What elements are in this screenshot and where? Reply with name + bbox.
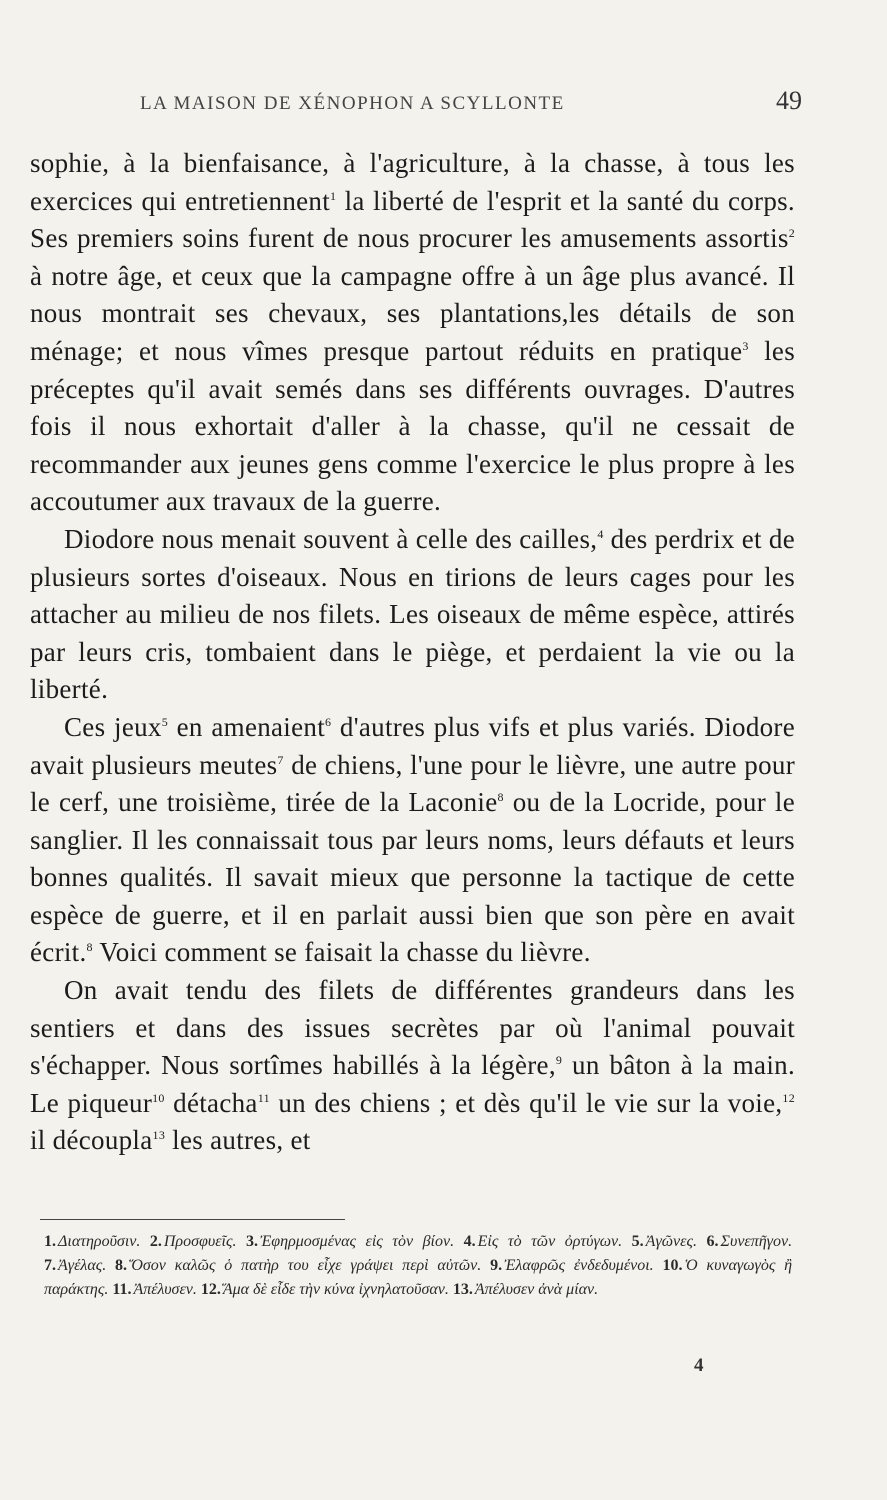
- footnote-text: Ἀπέλυσεν ἀνὰ μίαν.: [474, 1281, 599, 1298]
- footnote-divider: [40, 1219, 345, 1220]
- footnote-text: Προσφυεῖς.: [163, 1233, 237, 1250]
- footnote-ref: 13: [152, 1128, 166, 1143]
- footnote: [201, 1281, 449, 1298]
- text-run: la liberté de l'esprit et la santé du corps. Ses premiers soins furent de nous procurer les amusements assortis: [30, 185, 795, 254]
- paragraph-4: [30, 972, 795, 1160]
- text-run: un bâton à la main. Le piqueur: [30, 1050, 795, 1118]
- footnotes: [44, 1230, 792, 1302]
- footnote-ref: 4: [597, 526, 604, 541]
- footnote-ref: 6: [325, 714, 332, 729]
- footnote-text: Ἐλαφρῶς ἐνδεδυμένοι.: [504, 1257, 654, 1274]
- footnote-ref: 12: [782, 1090, 796, 1105]
- text-run: les autres, et: [165, 1125, 311, 1156]
- footnote-ref: 2: [788, 226, 795, 241]
- footnote-text: Ἀπέλυσεν.: [133, 1281, 197, 1298]
- running-header: [140, 86, 802, 126]
- paragraph-2: [30, 521, 795, 709]
- footnote-ref: 3: [742, 338, 749, 353]
- footnote-number: 7.: [44, 1257, 56, 1274]
- footnote: [44, 1257, 106, 1274]
- footnote-text: Ἐφηρμοσμένας εἰς τὸν βίον.: [259, 1233, 455, 1250]
- footnote-number: 8.: [115, 1257, 127, 1274]
- footnote-ref: 9: [555, 1053, 563, 1068]
- footnote-ref: 8: [497, 790, 504, 805]
- text-run: Diodore nous menait souvent à celle des cailles,: [64, 523, 598, 554]
- footnote-text: Συνεπῆγον.: [720, 1233, 793, 1250]
- text-run: d'autres plus vifs et plus variés. Diodore avait plusieurs meutes: [30, 711, 795, 780]
- main-text: [30, 145, 795, 1160]
- footnote-number: 9.: [490, 1257, 503, 1274]
- footnote: [706, 1233, 792, 1250]
- footnote-text: Διατηροῦσιν.: [58, 1233, 141, 1250]
- footnote-number: 12.: [200, 1281, 221, 1298]
- footnote-number: 1.: [44, 1233, 56, 1250]
- footnote-ref: 10: [152, 1090, 165, 1105]
- footnote: [464, 1233, 623, 1250]
- paragraph-3: [30, 709, 795, 972]
- footnote-text: Ὅσον καλῶς ὁ πατὴρ του εἶχε γράψει περὶ αὐτῶν.: [129, 1257, 482, 1274]
- text-run: sophie, à la bienfaisance, à l'agriculture, à la chasse, à tous les exercices qui entretiennent: [30, 148, 795, 216]
- text-run: des perdrix et de plusieurs sortes d'oiseaux. Nous en tirions de leurs cages pour les attacher au milieu de nos filets. Les oiseaux de même espèce, attirés par leurs cris, tombaient dans le piège, et perdaient la vie ou la liberté.: [30, 523, 795, 705]
- paragraph-1: [30, 145, 795, 521]
- footnote-text: Ὁ κυναγωγὸς ἢ παράκτης.: [44, 1257, 793, 1298]
- text-run: il découpla: [30, 1125, 153, 1156]
- footnote: [632, 1233, 697, 1250]
- footnote: [490, 1257, 654, 1274]
- footnote-number: 13.: [452, 1281, 473, 1298]
- text-run: On avait tendu des filets de différentes grandeurs dans les sentiers et dans des issues secrètes par où l'animal pouvait s'échapper. Nous sortîmes habillés à la légère,: [30, 975, 795, 1081]
- text-run: Voici comment se faisait la chasse du lièvre.: [92, 937, 591, 968]
- text-run: Ces jeux: [64, 711, 162, 742]
- text-run: à notre âge, et ceux que la campagne offre à un âge plus avancé. Il nous montrait ses chevaux, ses plantations,les détails de son ménage; et nous vîmes presque partout réduits en pratique: [30, 260, 795, 366]
- footnote: [150, 1233, 237, 1250]
- footnote: [44, 1233, 140, 1250]
- footnote-number: 11.: [112, 1281, 132, 1298]
- footnote-ref: 7: [277, 752, 284, 767]
- footnote-number: 4.: [463, 1233, 476, 1250]
- running-title: LA MAISON DE XÉNOPHON A SCYLLONTE: [140, 93, 565, 114]
- footnote-ref: 5: [161, 714, 169, 729]
- footnote-text: Ἀγέλας.: [58, 1257, 107, 1274]
- footnote-text: Εἰς τὸ τῶν ὀρτύγων.: [477, 1233, 623, 1250]
- footnote: [112, 1281, 197, 1298]
- text-run: les préceptes qu'il avait semés dans ses différents ouvrages. D'autres fois il nous exhortait d'aller à la chasse, qu'il ne cessait de recommander aux jeunes gens comme l'exercice le plus propre à les accoutumer aux travaux de la guerre.: [30, 335, 795, 517]
- footnote-number: 2.: [149, 1233, 162, 1250]
- footnote-number: 3.: [245, 1233, 258, 1250]
- text-run: détacha: [164, 1087, 258, 1118]
- footnote-ref: 1: [330, 188, 337, 203]
- footnote-number: 6.: [706, 1233, 719, 1250]
- footnote-ref: 8: [86, 940, 93, 955]
- text-run: un des chiens ; et dès qu'il le vie sur la voie,: [269, 1087, 783, 1118]
- footnote: [453, 1281, 598, 1298]
- footnote: [115, 1257, 481, 1274]
- text-run: ou de la Locride, pour le sanglier. Il les connaissait tous par leurs noms, leurs défauts et leurs bonnes qualités. Il savait mieux que personne la tactique de cette espèce de guerre, et il en parlait aussi bien que son père en avait écrit.: [30, 787, 795, 968]
- footnote-text: Ἀγῶνες.: [645, 1233, 697, 1250]
- signature-mark: 4: [694, 1355, 704, 1376]
- footnote: [246, 1233, 454, 1250]
- footnote-ref: 11: [257, 1090, 270, 1105]
- text-run: en amenaient: [168, 711, 325, 742]
- footnote-number: 5.: [631, 1233, 644, 1250]
- text-run: de chiens, l'une pour le lièvre, une autre pour le cerf, une troisième, tirée de la Laconie: [30, 749, 795, 818]
- page-number: 49: [776, 86, 802, 115]
- footnote-number: 10.: [662, 1257, 683, 1274]
- footnote-text: Ἅμα δὲ εἶδε τὴν κύνα ἰχνηλατοῦσαν.: [222, 1281, 449, 1298]
